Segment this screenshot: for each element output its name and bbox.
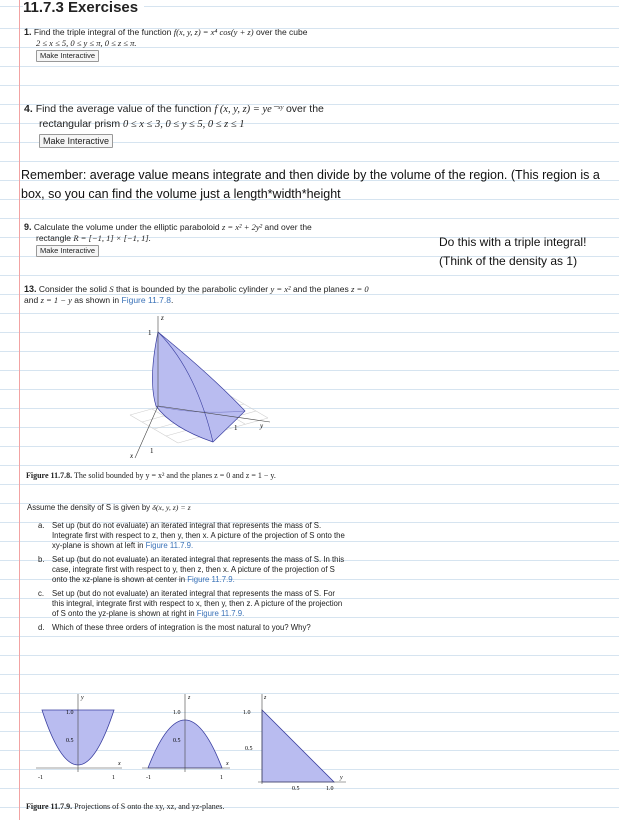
triple-integral-note <box>439 233 617 271</box>
xy-axis-v-label: y <box>81 695 84 701</box>
yz-tick-label: 1.0 <box>326 786 334 790</box>
note-line: Do this with a triple integral! <box>439 235 587 249</box>
xy-tick-label: 1.0 <box>66 710 74 716</box>
x-axis <box>135 406 158 458</box>
xy-axis-h-label: x <box>118 761 121 767</box>
z-tick-label: 1 <box>148 329 152 337</box>
exercise-text: that is bounded by the parabolic cylinder <box>115 284 269 294</box>
figure-link[interactable]: Figure 11.7.9. <box>187 575 235 584</box>
yz-projection <box>243 694 346 790</box>
exercise-text: and <box>292 284 308 294</box>
exercise-1 <box>24 27 384 62</box>
part-text: Set up (but do not evaluate) an iterated integral that represents the mass of S. For this integral, integrate first with respect to x, then y, then z. A picture of the projection of S onto the yz-plane is shown at right in <box>52 589 343 618</box>
xz-axis-v-label: z <box>188 695 191 701</box>
xy-tick-label: -1 <box>38 775 43 781</box>
x-tick-label: 1 <box>150 447 154 455</box>
part-text: Set up (but do not evaluate) an iterated integral that represents the mass of S. Integrate first with respect to z, then y, then x. A picture of the projection of S onto the xy-plane is shown at left in <box>52 521 345 550</box>
part-text: Set up (but do not evaluate) an iterated integral that represents the mass of S. In this case, integrate first with respect to y, then z, then x. A picture of the projection of S onto the xz-plane is shown at center in <box>52 555 345 584</box>
yz-region <box>262 710 334 782</box>
part-d <box>38 623 348 633</box>
figure-11-7-9-caption <box>26 802 386 811</box>
xy-tick-label: 1 <box>112 775 115 781</box>
region-expression: R = [−1, 1] × [−1, 1]. <box>73 233 151 243</box>
density-text: Assume the density of S is given by <box>27 503 151 512</box>
make-interactive-button[interactable]: Make Interactive <box>36 50 99 62</box>
part-label: d. <box>38 623 45 632</box>
xz-axis-h-label: x <box>226 761 229 767</box>
exercise-text: over the cube <box>255 27 308 37</box>
exercise-text: as shown in <box>74 295 120 305</box>
part-label: a. <box>38 521 45 530</box>
reminder-note: Remember: average value means integrate and then divide by the volume of the region. (This region is a box, so you can find the volume just a length*width*height <box>21 168 600 201</box>
part-a <box>38 521 348 551</box>
note-line: (Think of the density as 1) <box>439 254 578 268</box>
exercise-text: and <box>24 295 39 305</box>
exercise-text: over the <box>285 103 324 115</box>
xz-tick-label: 0.5 <box>173 738 181 744</box>
caption-text: The solid bounded by y = x² and the planes z = 0 and z = 1 − y. <box>73 471 276 480</box>
exercise-number: 4. <box>24 103 33 115</box>
exercise-text: rectangle <box>36 233 71 243</box>
exercise-13-parts <box>38 521 348 637</box>
xy-projection <box>36 694 122 781</box>
y-tick-label: 1 <box>234 424 238 432</box>
notebook-margin-line <box>19 0 20 820</box>
exercise-4 <box>24 102 404 148</box>
caption-label: Figure 11.7.9. <box>26 802 73 811</box>
xz-tick-label: -1 <box>146 775 151 781</box>
solid-symbol: S <box>109 284 114 294</box>
function-expression: f (x, y, z) = ye⁻ˣʸ <box>214 104 284 115</box>
exercise-text: Find the average value of the function <box>35 103 212 115</box>
bounds-expression: 2 ≤ x ≤ 5, 0 ≤ y ≤ π, 0 ≤ z ≤ π. <box>36 38 137 48</box>
bounds-expression: 0 ≤ x ≤ 3, 0 ≤ y ≤ 5, 0 ≤ z ≤ 1 <box>123 119 245 130</box>
yz-axis-h-label: y <box>340 775 343 781</box>
yz-tick-label: 0.5 <box>245 746 253 752</box>
density-statement <box>27 503 377 513</box>
exercise-text: Consider the solid <box>38 284 107 294</box>
y-axis-label: y <box>260 422 264 430</box>
part-label: c. <box>38 589 45 598</box>
part-label: b. <box>38 555 45 564</box>
exercise-text: Calculate the volume under the elliptic paraboloid <box>33 222 220 232</box>
exercise-number: 9. <box>24 222 32 232</box>
exercise-text: rectangular prism <box>39 118 121 130</box>
make-interactive-button[interactable]: Make Interactive <box>36 245 99 257</box>
exercise-number: 1. <box>24 27 32 37</box>
yz-tick-label: 1.0 <box>243 710 251 716</box>
xz-tick-label: 1.0 <box>173 710 181 716</box>
x-axis-label: x <box>130 452 134 460</box>
exercise-text: Find the triple integral of the function <box>33 27 172 37</box>
make-interactive-button[interactable]: Make Interactive <box>39 134 113 148</box>
figure-link[interactable]: Figure 11.7.8 <box>121 295 171 305</box>
yz-tick-label: 0.5 <box>292 786 300 790</box>
part-b <box>38 555 348 585</box>
plane-equation: z = 1 − y <box>40 295 72 305</box>
exercise-9 <box>24 222 384 257</box>
exercise-text: the planes <box>309 284 349 294</box>
exercise-number: 13. <box>24 284 37 294</box>
caption-label: Figure 11.7.8. <box>26 471 73 480</box>
function-expression: f(x, y, z) = x⁴ cos(y + z) <box>173 27 254 37</box>
cylinder-equation: y = x² <box>270 284 291 294</box>
caption-text: Projections of S onto the xy, xz, and yz-planes. <box>74 802 225 811</box>
exercise-text: and over the <box>264 222 312 232</box>
figure-link[interactable]: Figure 11.7.9. <box>145 541 194 550</box>
xz-projection <box>142 694 230 781</box>
xy-tick-label: 0.5 <box>66 738 74 744</box>
xz-tick-label: 1 <box>220 775 223 781</box>
density-function: δ(x, y, z) = z <box>152 503 191 512</box>
figure-11-7-9-graphic <box>30 690 350 790</box>
function-expression: z = x² + 2y² <box>221 222 263 232</box>
figure-11-7-8-graphic <box>100 310 310 460</box>
part-c <box>38 589 348 619</box>
yz-axis-v-label: z <box>264 695 267 701</box>
plane-equation: z = 0 <box>351 284 369 294</box>
exercise-13-intro: 13. Consider the solid S that is bounded by the parabolic cylinder y = x² and the planes z = 0 and z = 1 − y as shown in Figure 11.7.8. <box>24 284 369 305</box>
part-text: Which of these three orders of integration is the most natural to you? Why? <box>52 623 311 632</box>
z-axis-label: z <box>161 314 164 322</box>
figure-link[interactable]: Figure 11.7.9. <box>196 609 245 618</box>
figure-11-7-8-caption <box>26 471 386 480</box>
section-title: 11.7.3 Exercises <box>23 0 144 16</box>
